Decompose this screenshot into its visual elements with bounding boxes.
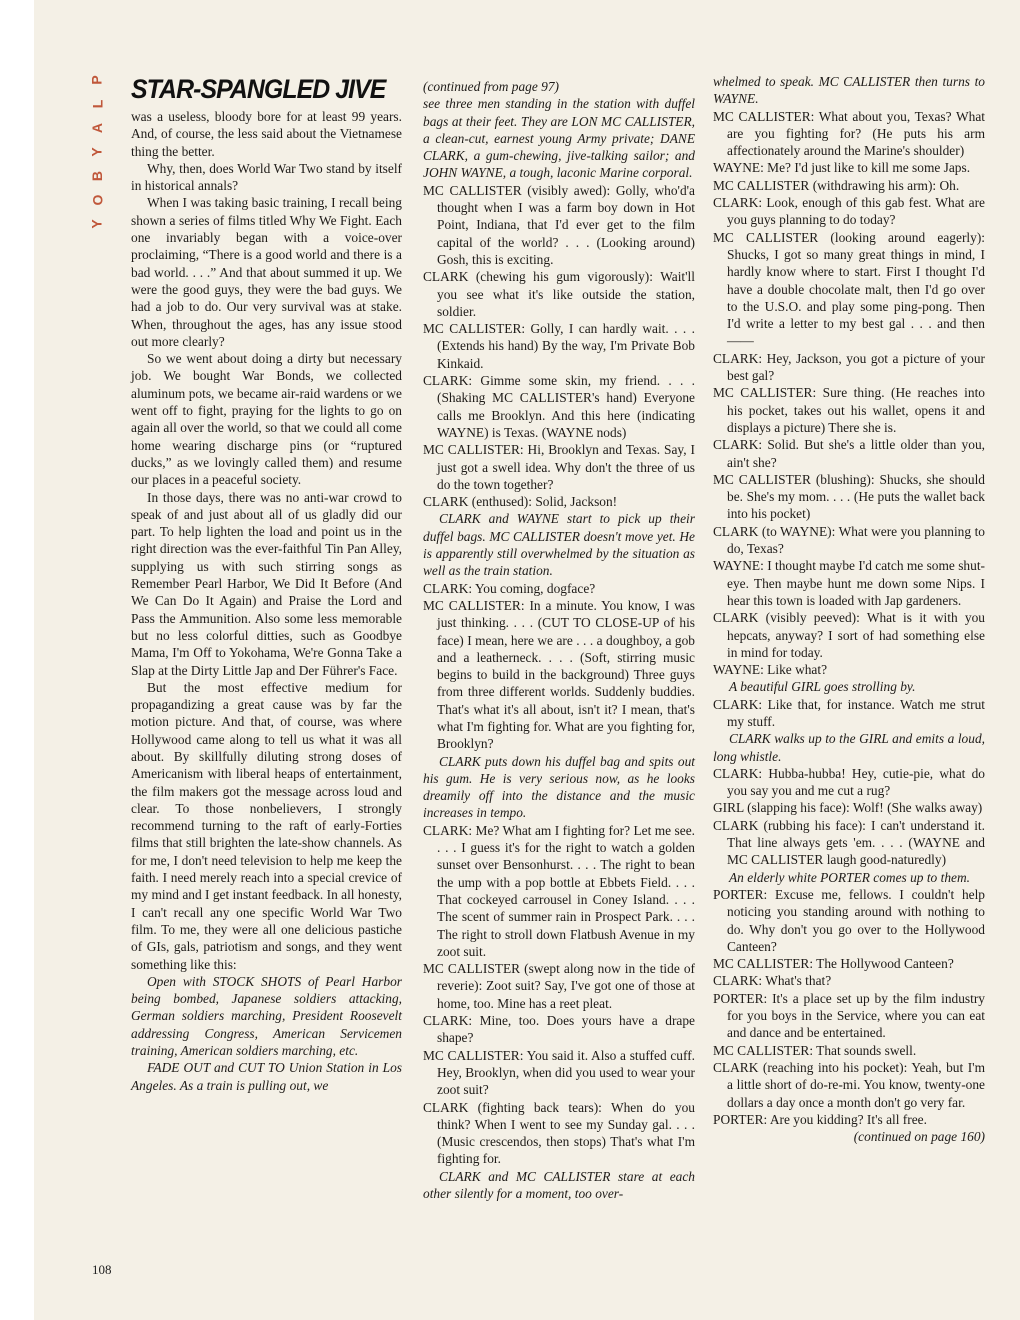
dialogue-line: CLARK (fighting back tears): When do you think? When I went to see my Sunday gal. . . . (Music crescendos, then stops) That's what I'm fighting for.: [423, 1099, 695, 1167]
column-three: [713, 73, 985, 1145]
magazine-page: [34, 0, 1020, 1320]
paragraph: When I was taking basic training, I recall being shown a series of films titled Why We Fight. Each one invariably began with a voice-over proclaiming, “There is a good world and there is a bad world. . . .” And that about summed it up. We were the good guys, they were the bad guys. We had a job to do. Our very survival was at stake. When, throughout the ages, has any issue stood out more clearly?: [131, 195, 402, 349]
dialogue-line: CLARK: Hubba-hubba! Hey, cutie-pie, what do you say you and me cut a rug?: [713, 765, 985, 799]
dialogue-line: MC CALLISTER (swept along now in the tide of reverie): Zoot suit? Say, I've got one of those at home, too. Mine has a reet pleat.: [423, 961, 695, 1011]
dialogue-line: MC CALLISTER: In a minute. You know, I was just thinking. . . . (CUT TO CLOSE-UP of his face) I mean, here we are . . . a doughboy, a gob and a leatherneck. . . . (Soft, stirring music begins to build in the background) Three guys from three different worlds. Suddenly buddies. That's what it's all about, isn't it? I mean, that's what I'm fighting for. What are you fighting for, Brooklyn?: [423, 597, 695, 752]
dialogue-line: MC CALLISTER: Sure thing. (He reaches into his pocket, takes out his wallet, opens it and displays a picture) There she is.: [713, 385, 985, 435]
stage-direction: FADE OUT and CUT TO Union Station in Los Angeles. As a train is pulling out, we: [131, 1060, 402, 1093]
page-number: 108: [92, 1262, 112, 1277]
dialogue-line: CLARK: Gimme some skin, my friend. . . . (Shaking MC CALLISTER's hand) Everyone calls me Brooklyn. And this here (indicating WAYNE) is Texas. (WAYNE nods): [423, 373, 695, 440]
dialogue-line: MC CALLISTER (looking around eagerly): Shucks, I got so many great things in mind, I hardly know where to start. First I thought I'd have a double chocolate malt, then I'd go over to the U.S.O. and play some ping-pong. Then I'd write a letter to my best gal . . . and then——: [713, 229, 985, 349]
dialogue-line: MC CALLISTER: Golly, I can hardly wait. . . . (Extends his hand) By the way, I'm Private Bob Kinkaid.: [423, 321, 695, 371]
paragraph: In those days, there was no anti-war crowd to speak of and just about all of us gladly did our part. To help lighten the load and point us in the right direction was the ever-faithful Tin Pan Alley, supplying us with such stirring songs as Remember Pearl Harbor, We Did It Before (And We Can Do It Again) and Praise the Lord and Pass the Ammunition. Also some less memorable but no less colorful ditties, such as Goodbye Mama, I'm Off to Yokohama, We're Gonna Take a Slap at the Dirty Little Jap and Der Führer's Face.: [131, 489, 402, 678]
stage-direction: CLARK and WAYNE start to pick up their duffel bags. MC CALLISTER doesn't move yet. He is apparently still overwhelmed by the situation as well as the train station.: [423, 511, 695, 579]
stage-direction: CLARK walks up to the GIRL and emits a loud, long whistle.: [713, 731, 985, 764]
dialogue-line: CLARK: Hey, Jackson, you got a picture of your best gal?: [713, 350, 985, 384]
dialogue-line: CLARK: Look, enough of this gab fest. What are you guys planning to do today?: [713, 195, 985, 228]
dialogue-line: WAYNE: I thought maybe I'd catch me some shut-eye. Then maybe hunt me down some Nips. I hear this town is loaded with Jap gardeners.: [713, 558, 985, 608]
magazine-vertical-label: [82, 68, 112, 236]
dialogue-line: MC CALLISTER: You said it. Also a stuffed cuff. Hey, Brooklyn, when did you used to wear your zoot suit?: [423, 1047, 695, 1098]
dialogue-line: CLARK (rubbing his face): I can't understand it. That line always gets 'em. . . . (WAYNE and MC CALLISTER laugh good-naturedly): [713, 817, 985, 868]
dialogue-line: CLARK: Me? What am I fighting for? Let me see. . . . I guess it's for the right to watch a golden sunset over Bensonhurst. . . . The right to bean the ump with a pop bottle at Ebbets Field. . . . That cockeyed carrousel in Coney Island. . . . The scent of summer rain in Prospect Park. . . . The right to stroll down Flatbush Avenue in my zoot suit.: [423, 822, 695, 959]
stage-direction: Open with STOCK SHOTS of Pearl Harbor being bombed, Japanese soldiers attacking, German soldiers marching, President Roosevelt addressing Congress, American Servicemen training, American soldiers marching, etc.: [131, 973, 402, 1059]
continued-from-note: (continued from page 97): [423, 79, 559, 94]
dialogue-line: WAYNE: Like what?: [713, 662, 828, 678]
column-two: [423, 78, 695, 1202]
dialogue-line: CLARK (enthused): Solid, Jackson!: [423, 494, 618, 510]
dialogue-line: CLARK: You coming, dogface?: [423, 580, 596, 596]
stage-direction: whelmed to speak. MC CALLISTER then turns to WAYNE.: [713, 74, 985, 107]
dialogue-line: CLARK (chewing his gum vigorously): Wait'll you see what it's like outside the station, soldier.: [423, 269, 695, 319]
label-letter: O: [88, 194, 105, 206]
dialogue-line: MC CALLISTER (blushing): Shucks, she should be. She's my mom. . . . (He puts the wallet back into his pocket): [713, 471, 985, 522]
dialogue-line: WAYNE: Me? I'd just like to kill me some Japs.: [713, 160, 971, 176]
stage-direction: see three men standing in the station with duffel bags at their feet. They are LON MC CALLISTER, a clean-cut, earnest young Army private; DANE CLARK, a gum-chewing, jive-talking sailor; and JOHN WAYNE, a tough, laconic Marine corporal.: [423, 96, 695, 181]
dialogue-line: MC CALLISTER: The Hollywood Canteen?: [713, 956, 954, 972]
paragraph: was a useless, bloody bore for at least 99 years. And, of course, the less said about the Vietnamese thing the better.: [131, 109, 402, 159]
continued-on-note: (continued on page 160): [853, 1129, 985, 1145]
dialogue-line: CLARK: Mine, too. Does yours have a drape shape?: [423, 1013, 695, 1046]
dialogue-line: PORTER: Excuse me, fellows. I couldn't help noticing you standing around with nothing to do. Why don't you go over to the Hollywood Canteen?: [713, 886, 985, 954]
label-letter: L: [89, 99, 105, 109]
dialogue-line: CLARK (reaching into his pocket): Yeah, but I'm a little short of do-re-mi. You know, twenty-one dollars a day once a month don't go very far.: [713, 1059, 985, 1110]
paragraph: So we went about doing a dirty but necessary job. We bought War Bonds, we collected aluminum pots, we became air-raid wardens or we went off to fight, praying for the lights to go on again all over the world, so that we could all come home wearing discharge pins (or “ruptured ducks,” as we lovingly called them) and resume our places in a peaceful society.: [131, 351, 402, 488]
paragraph: Why, then, does World War Two stand by itself in historical annals?: [131, 160, 402, 194]
dialogue-line: MC CALLISTER: That sounds swell.: [713, 1042, 917, 1058]
article-title: STAR-SPANGLED JIVE: [131, 74, 386, 104]
dialogue-line: CLARK: Solid. But she's a little older than you, ain't she?: [713, 437, 985, 470]
label-letter: P: [89, 75, 105, 85]
dialogue-line: MC CALLISTER: What about you, Texas? What are you fighting for? (He puts his arm affectionately around the Marine's shoulder): [713, 108, 985, 159]
label-letter: A: [89, 122, 105, 134]
dialogue-line: MC CALLISTER (visibly awed): Golly, who'd'a thought when I was a farm boy down in Hot Point, Indiana, that I'd ever get to the film capital of the world? . . . (Looking around) Gosh, this is exciting.: [423, 182, 695, 267]
stage-direction: CLARK and MC CALLISTER stare at each other silently for a moment, too over-: [423, 1168, 695, 1201]
stage-direction: An elderly white PORTER comes up to them.: [729, 869, 970, 885]
stage-direction: CLARK puts down his duffel bag and spits out his gum. He is very serious now, as he looks dreamily off into the distance and the music increases in tempo.: [423, 753, 695, 821]
label-letter: Y: [89, 147, 105, 157]
label-letter: Y: [89, 219, 105, 229]
dialogue-line: MC CALLISTER: Hi, Brooklyn and Texas. Say, I just got a swell idea. Why don't the three of us do the town together?: [423, 442, 695, 492]
dialogue-line: PORTER: Are you kidding? It's all free.: [713, 1111, 927, 1127]
dialogue-line: MC CALLISTER (withdrawing his arm): Oh.: [713, 177, 960, 193]
stage-direction: A beautiful GIRL goes strolling by.: [729, 679, 916, 695]
column-one: [131, 74, 402, 1094]
dialogue-line: PORTER: It's a place set up by the film industry for you boys in the Service, where you can eat and dance and be entertained.: [713, 990, 985, 1041]
paragraph: But the most effective medium for propagandizing a great cause was by far the motion picture. And that, of course, was where Hollywood came along to tell us what it was all about. By skillfully diluting strong doses of Americanism with liberal heaps of entertainment, the film makers got the message across loud and clear. To those nonbelievers, I strongly recommend turning to the raft of early-Forties films that still brighten the late-show channels. As for me, I don't need television to help me keep the faith. I need merely reach into a special crevice of my mind and I get instant feedback. In all honesty, I can't recall any one specific World War Two film. To me, they were all one delicious pastiche of GIs, gals, patriotism and songs, and they went something like this:: [131, 679, 402, 972]
dialogue-line: CLARK: What's that?: [713, 973, 832, 989]
dialogue-line: CLARK: Like that, for instance. Watch me strut my stuff.: [713, 696, 985, 729]
label-letter: B: [89, 170, 105, 182]
dialogue-line: CLARK (to WAYNE): What were you planning to do, Texas?: [713, 523, 985, 557]
dialogue-line: CLARK (visibly peeved): What is it with you hepcats, anyway? I sort of had something else in mind for today.: [713, 610, 985, 660]
dialogue-line: GIRL (slapping his face): Wolf! (She walks away): [713, 800, 983, 816]
